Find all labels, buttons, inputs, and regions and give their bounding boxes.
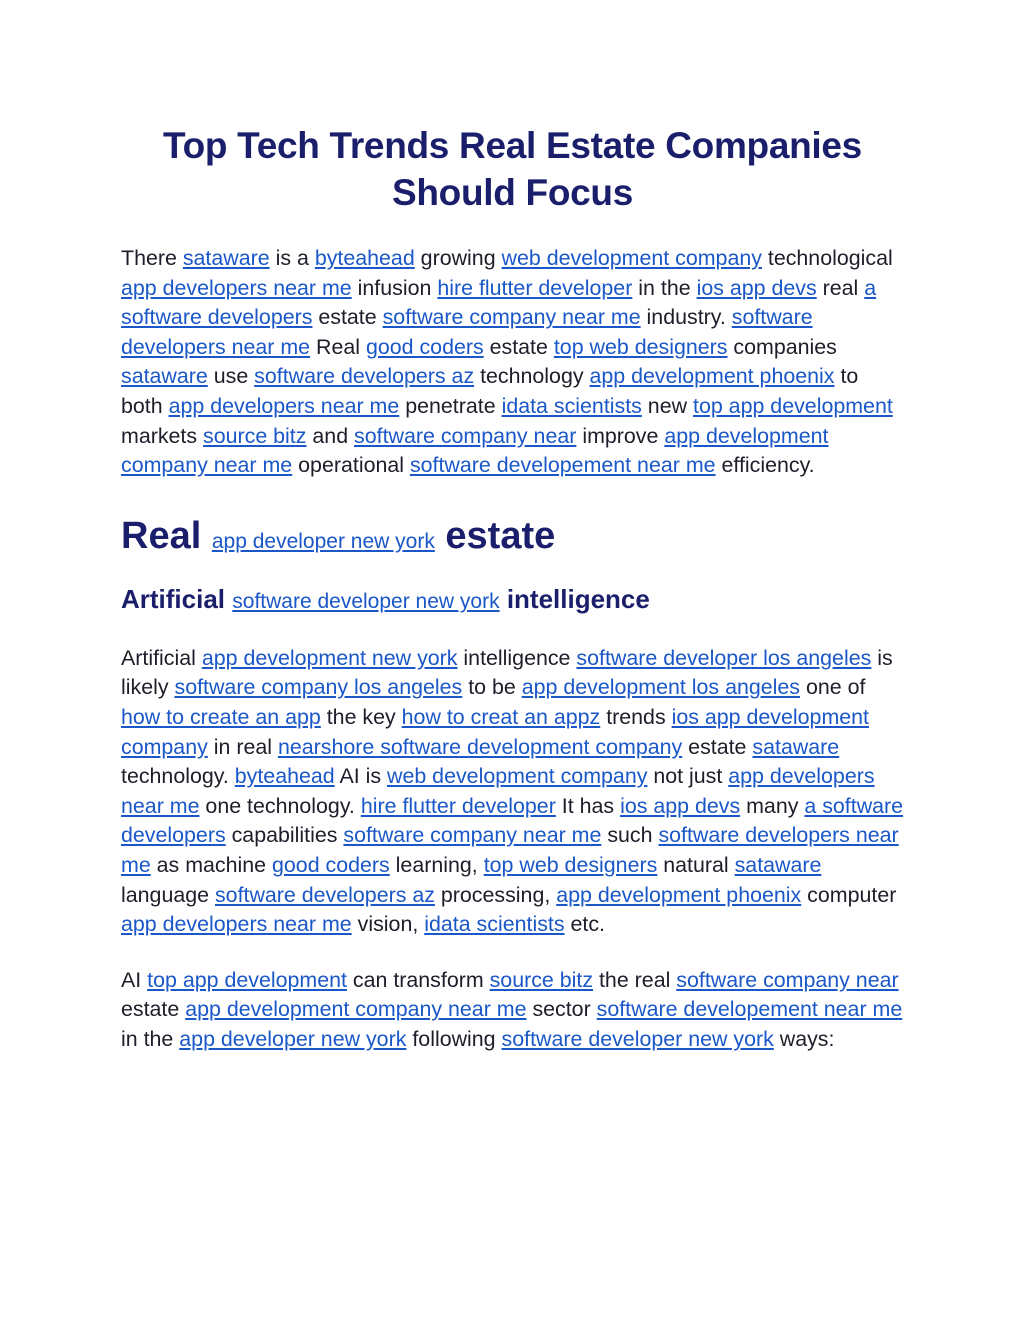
- inline-link[interactable]: hire flutter developer: [360, 793, 556, 818]
- body-text: penetrate: [399, 393, 502, 418]
- body-text: estate: [682, 734, 753, 759]
- body-text: such: [601, 823, 659, 848]
- body-text: trends: [600, 704, 672, 729]
- body-text: in the: [632, 275, 697, 300]
- body-text: use: [207, 364, 255, 389]
- body-text: many: [740, 793, 805, 818]
- body-text: one technology.: [199, 793, 361, 818]
- body-text: There: [121, 246, 183, 270]
- body-text: to both: [121, 364, 859, 418]
- page-title: Top Tech Trends Real Estate Companies Should Focus: [163, 125, 862, 213]
- inline-link[interactable]: source bitz: [203, 423, 307, 448]
- heading-word-after: estate: [445, 514, 556, 557]
- inline-link[interactable]: app development new york: [201, 645, 458, 670]
- body-text: language: [121, 882, 215, 907]
- body-text: one of: [800, 675, 866, 700]
- inline-link[interactable]: software developement near me: [409, 453, 716, 478]
- inline-link[interactable]: top web designers: [483, 852, 658, 877]
- inline-link[interactable]: how to create an app: [121, 704, 321, 729]
- inline-link[interactable]: app developers near me: [168, 393, 400, 418]
- inline-link[interactable]: software developers az: [254, 364, 475, 389]
- body-text: ways:: [773, 1026, 835, 1051]
- body-text: vision,: [351, 912, 425, 937]
- body-text: new: [641, 393, 693, 418]
- inline-link[interactable]: software company near: [354, 423, 577, 448]
- inline-link[interactable]: a software developers: [121, 275, 877, 330]
- inline-link[interactable]: top app development: [693, 393, 893, 418]
- body-text: capabilities: [225, 823, 344, 848]
- inline-link[interactable]: app developers near me: [121, 764, 875, 818]
- body-text: AI is: [334, 764, 387, 789]
- body-text: learning,: [389, 852, 484, 877]
- body-text: processing,: [434, 882, 557, 907]
- inline-link[interactable]: a software developers: [121, 793, 904, 848]
- intro-paragraph: [121, 244, 904, 481]
- body-text: in real: [207, 734, 278, 759]
- body-text: companies: [727, 334, 837, 359]
- body-text: growing: [414, 246, 502, 270]
- body-text: to be: [462, 675, 522, 700]
- inline-link[interactable]: web development company: [387, 764, 648, 789]
- inline-link[interactable]: software developer new york: [501, 1026, 774, 1051]
- inline-link[interactable]: sataware: [734, 852, 822, 877]
- inline-link[interactable]: byteahead: [234, 764, 335, 789]
- body-text: is likely: [121, 645, 893, 700]
- body-text: estate: [483, 334, 554, 359]
- body-text: estate: [312, 305, 383, 330]
- body-text: following: [406, 1026, 502, 1051]
- body-text: It has: [555, 793, 621, 818]
- body-text: and: [306, 423, 355, 448]
- section-heading-real-estate: [121, 511, 904, 567]
- inline-link[interactable]: app developers near me: [121, 275, 352, 300]
- body-text: infusion: [351, 275, 438, 300]
- inline-link[interactable]: software company los angeles: [174, 675, 463, 700]
- body-text: is a: [269, 246, 315, 270]
- inline-link[interactable]: top app development: [147, 967, 347, 992]
- inline-link[interactable]: software developers az: [214, 882, 435, 907]
- body-text: improve: [576, 423, 665, 448]
- inline-link[interactable]: good coders: [365, 334, 484, 359]
- inline-link[interactable]: ios app devs: [620, 793, 741, 818]
- inline-link[interactable]: nearshore software development company: [277, 734, 683, 759]
- body-text: operational: [292, 453, 410, 478]
- body-text: computer: [801, 882, 897, 907]
- inline-link[interactable]: ios app devs: [696, 275, 817, 300]
- inline-link[interactable]: hire flutter developer: [437, 275, 633, 300]
- inline-link[interactable]: idata scientists: [424, 912, 565, 937]
- body-text: intelligence: [457, 645, 577, 670]
- inline-link[interactable]: top web designers: [553, 334, 728, 359]
- inline-link[interactable]: software developement near me: [596, 997, 903, 1022]
- heading-word-before: Real: [121, 514, 202, 557]
- inline-link[interactable]: good coders: [272, 852, 390, 877]
- inline-link[interactable]: software company near: [676, 967, 899, 992]
- heading-link[interactable]: app developer new york: [211, 529, 435, 553]
- inline-link[interactable]: sataware: [121, 364, 208, 389]
- inline-link[interactable]: software developers near me: [121, 305, 813, 359]
- body-text: estate: [121, 997, 186, 1022]
- body-text: AI: [121, 967, 148, 992]
- body-text: technology.: [121, 764, 235, 789]
- body-text: the real: [593, 967, 677, 992]
- body-text: in the: [121, 1026, 180, 1051]
- body-text: etc.: [564, 912, 605, 937]
- body-text: real: [816, 275, 865, 300]
- inline-link[interactable]: software company near me: [382, 305, 641, 330]
- inline-link[interactable]: software company near me: [343, 823, 602, 848]
- inline-link[interactable]: source bitz: [489, 967, 594, 992]
- inline-link[interactable]: app developer new york: [179, 1026, 407, 1051]
- body-text: natural: [657, 852, 735, 877]
- subheading-link[interactable]: software developer new york: [232, 589, 500, 613]
- subheading-word-after: intelligence: [506, 583, 650, 614]
- inline-link[interactable]: byteahead: [314, 246, 415, 270]
- body-text: can transform: [346, 967, 490, 992]
- inline-link[interactable]: app development phoenix: [589, 364, 835, 389]
- inline-link[interactable]: app development company near me: [185, 997, 527, 1022]
- inline-link[interactable]: how to creat an appz: [401, 704, 601, 729]
- inline-link[interactable]: ios app development company: [121, 704, 869, 759]
- body-text: technological: [761, 246, 893, 270]
- body-text: Artificial: [121, 645, 202, 670]
- subsection-heading-ai: [121, 581, 904, 620]
- body-text: efficiency.: [715, 453, 815, 478]
- body-text: industry.: [640, 305, 732, 330]
- inline-link[interactable]: app development company near me: [121, 423, 829, 478]
- inline-link[interactable]: web development company: [501, 246, 762, 270]
- body-text: the key: [320, 704, 402, 729]
- body-text: sector: [526, 997, 597, 1022]
- ai-transform-paragraph: [121, 966, 904, 1055]
- body-text: Real: [310, 334, 366, 359]
- ai-paragraph: [121, 644, 904, 940]
- body-text: as machine: [150, 852, 272, 877]
- inline-link[interactable]: software developer los angeles: [576, 645, 872, 670]
- body-text: markets: [121, 423, 204, 448]
- inline-link[interactable]: sataware: [752, 734, 840, 759]
- body-text: technology: [474, 364, 590, 389]
- subheading-word-before: Artificial: [121, 583, 226, 614]
- inline-link[interactable]: app development phoenix: [556, 882, 802, 907]
- inline-link[interactable]: software developers near me: [121, 823, 899, 877]
- inline-link[interactable]: app developers near me: [121, 912, 352, 937]
- inline-link[interactable]: idata scientists: [501, 393, 642, 418]
- inline-link[interactable]: app development los angeles: [521, 675, 800, 700]
- inline-link[interactable]: sataware: [182, 246, 270, 270]
- body-text: not just: [647, 764, 729, 789]
